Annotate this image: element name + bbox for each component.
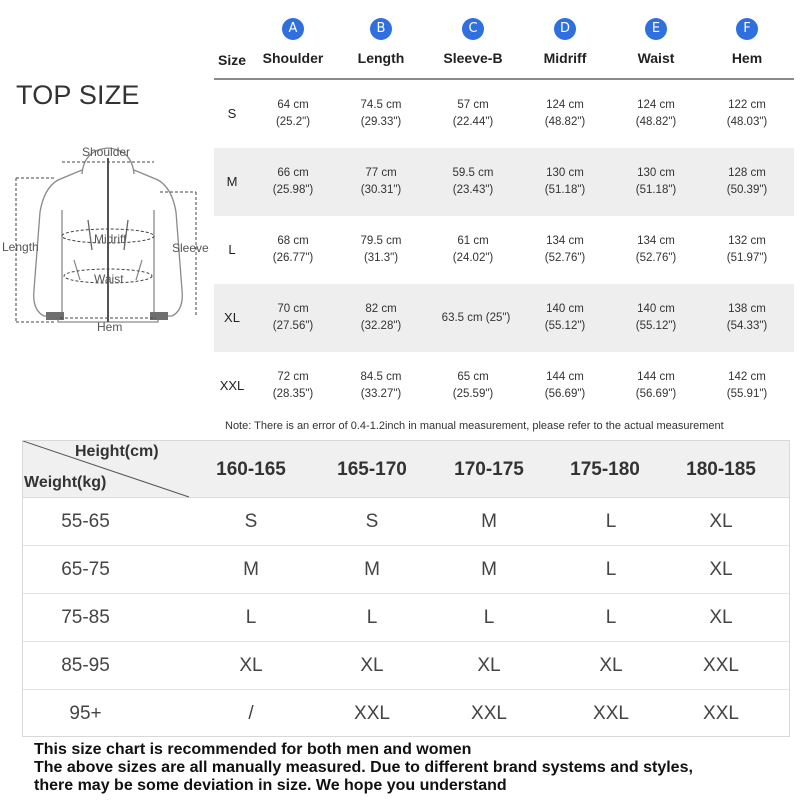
hw-row	[23, 546, 789, 594]
weight-cell: 65-75	[61, 559, 110, 580]
size-cell: XL	[360, 655, 384, 676]
shoulder-cell: 68 cm (26.77")	[272, 235, 314, 264]
size-column-header: Size	[217, 52, 246, 68]
shoulder-cell: 72 cm (28.35")	[272, 371, 314, 400]
hem-cell: 122 cm (48.03")	[726, 99, 768, 128]
midriff-cell: 134 cm (52.76")	[544, 235, 586, 264]
footer-line-3: there may be some deviation in size. We hope you understand	[34, 777, 507, 794]
midriff-cell: 140 cm (55.12")	[544, 303, 586, 332]
hem-cell: 138 cm (54.33")	[726, 303, 768, 332]
size-cell: XXL	[219, 378, 245, 393]
footer-line-1: This size chart is recommended for both men and women	[34, 741, 472, 758]
hw-row	[23, 594, 789, 642]
waist-cell: 140 cm (55.12")	[635, 303, 677, 332]
height-col-160-165: 160-165	[216, 459, 286, 480]
sleeve-cell: 63.5 cm (25")	[441, 311, 511, 324]
hem-cell: 142 cm (55.91")	[726, 371, 768, 400]
waist-cell: 130 cm (51.18")	[635, 167, 677, 196]
measurement-note: Note: There is an error of 0.4-1.2inch in manual measurement, please refer to the actual measurement	[225, 420, 724, 432]
weight-cell: 75-85	[61, 607, 110, 628]
size-cell: XXL	[471, 703, 507, 724]
size-cell: L	[245, 607, 257, 628]
size-row-s	[214, 80, 794, 148]
waist-label: Waist	[94, 272, 124, 286]
waist-cell: 144 cm (56.69")	[635, 371, 677, 400]
size-cell: XXL	[703, 703, 739, 724]
header-shoulder: A Shoulder	[248, 18, 338, 66]
size-cell: XL	[599, 655, 623, 676]
size-cell: M	[481, 511, 497, 532]
jacket-diagram	[0, 140, 215, 340]
size-table	[214, 10, 794, 420]
size-cell: /	[248, 703, 254, 724]
hem-cell: 132 cm (51.97")	[726, 235, 768, 264]
size-cell: L	[483, 607, 495, 628]
weight-cell: 95+	[69, 703, 102, 724]
sleeve-cell: 59.5 cm (23.43")	[452, 167, 494, 196]
badge-e: E	[645, 18, 667, 40]
footer-line-2: The above sizes are all manually measured. Due to different brand systems and styles,	[34, 759, 693, 776]
badge-c: C	[462, 18, 484, 40]
weight-cell: 55-65	[61, 511, 110, 532]
waist-cell: 134 cm (52.76")	[635, 235, 677, 264]
size-cell: L	[605, 511, 617, 532]
midriff-cell: 144 cm (56.69")	[544, 371, 586, 400]
length-cell: 82 cm (32.28")	[360, 303, 402, 332]
hw-row	[23, 690, 789, 738]
size-row-xl	[214, 284, 794, 352]
size-cell: XXL	[703, 655, 739, 676]
length-cell: 79.5 cm (31.3")	[360, 235, 402, 264]
size-table-header	[214, 10, 794, 80]
sleeve-label: Sleeve	[172, 241, 209, 255]
hw-row	[23, 642, 789, 690]
header-sleeve-b: C Sleeve-B	[428, 18, 518, 66]
size-cell: XL	[239, 655, 263, 676]
hw-table-header	[23, 441, 789, 498]
size-cell: XL	[477, 655, 501, 676]
size-cell: XL	[709, 607, 733, 628]
length-cell: 74.5 cm (29.33")	[360, 99, 402, 128]
hw-row	[23, 498, 789, 546]
size-cell: L	[605, 607, 617, 628]
size-row-xxl	[214, 352, 794, 420]
badge-a: A	[282, 18, 304, 40]
length-cell: 84.5 cm (33.27")	[360, 371, 402, 400]
hem-cell: 128 cm (50.39")	[726, 167, 768, 196]
midriff-label: Midriff	[94, 232, 127, 246]
footer-notes	[34, 741, 794, 795]
size-cell: XXL	[354, 703, 390, 724]
header-midriff: D Midriff	[520, 18, 610, 66]
sleeve-cell: 65 cm (25.59")	[452, 371, 494, 400]
size-cell: M	[364, 559, 380, 580]
midriff-cell: 130 cm (51.18")	[544, 167, 586, 196]
length-cell: 77 cm (30.31")	[360, 167, 402, 196]
size-cell: S	[365, 511, 379, 532]
height-col-170-175: 170-175	[454, 459, 524, 480]
header-hem: F Hem	[702, 18, 792, 66]
shoulder-cell: 70 cm (27.56")	[272, 303, 314, 332]
shoulder-cell: 64 cm (25.2")	[275, 99, 311, 128]
midriff-cell: 124 cm (48.82")	[544, 99, 586, 128]
size-cell: XXL	[593, 703, 629, 724]
height-col-180-185: 180-185	[686, 459, 756, 480]
size-cell: S	[244, 511, 258, 532]
header-length: B Length	[336, 18, 426, 66]
height-weight-table	[22, 440, 790, 737]
size-cell: L	[366, 607, 378, 628]
shoulder-label: Shoulder	[82, 145, 131, 159]
badge-d: D	[554, 18, 576, 40]
header-waist: E Waist	[611, 18, 701, 66]
weight-cell: 85-95	[61, 655, 110, 676]
size-cell: XL	[224, 310, 240, 325]
size-row-l	[214, 216, 794, 284]
size-cell: L	[605, 559, 617, 580]
size-cell: M	[226, 174, 238, 189]
size-cell: XL	[709, 511, 733, 532]
sleeve-cell: 57 cm (22.44")	[452, 99, 494, 128]
size-cell: M	[481, 559, 497, 580]
length-label: Length	[2, 240, 39, 254]
size-cell: XL	[709, 559, 733, 580]
waist-cell: 124 cm (48.82")	[635, 99, 677, 128]
sleeve-cell: 61 cm (24.02")	[452, 235, 494, 264]
size-row-m	[214, 148, 794, 216]
size-cell: S	[227, 106, 237, 121]
shoulder-cell: 66 cm (25.98")	[272, 167, 314, 196]
hem-label: Hem	[97, 320, 123, 334]
height-col-165-170: 165-170	[337, 459, 407, 480]
height-axis-label: Height(cm)	[75, 443, 159, 460]
size-cell: L	[228, 242, 236, 257]
page-title: TOP SIZE	[16, 80, 140, 110]
height-col-175-180: 175-180	[570, 459, 640, 480]
weight-axis-label: Weight(kg)	[24, 474, 107, 491]
size-cell: M	[243, 559, 259, 580]
badge-b: B	[370, 18, 392, 40]
badge-f: F	[736, 18, 758, 40]
